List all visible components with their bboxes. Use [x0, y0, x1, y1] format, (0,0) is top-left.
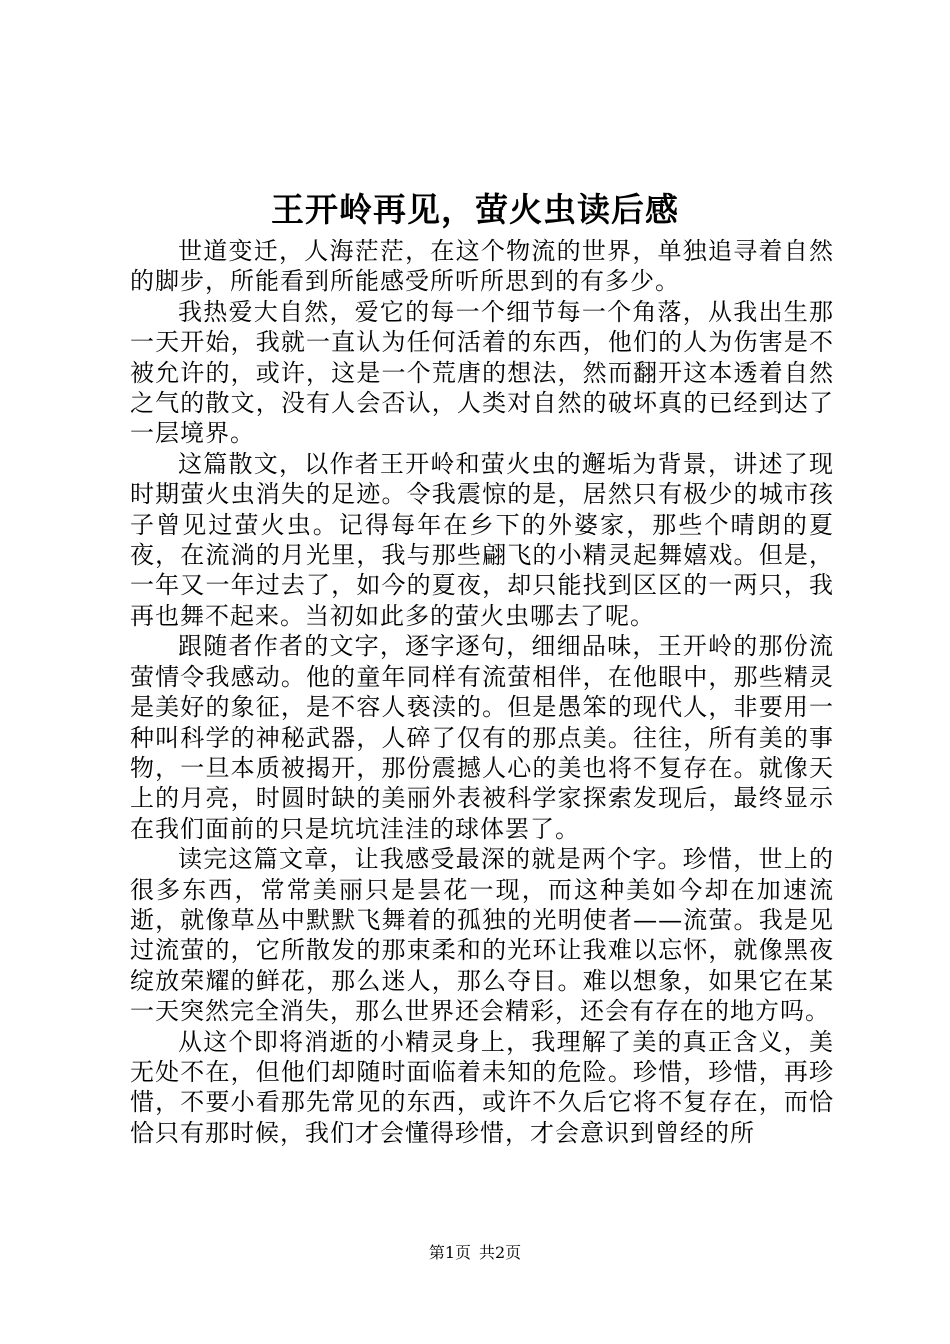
page-footer [0, 1242, 950, 1264]
page-title: 王开岭再见，萤火虫读后感 [271, 190, 679, 229]
paragraph: 我热爱大自然，爱它的每一个细节每一个角落，从我出生那一天开始，我就一直认为任何活着的东西，他们的人为伤害是不被允许的，或许，这是一个荒唐的想法，然而翻开这本透着自然之气的散文，没有人会否认，人类对自然的破坏真的已经到达了一层境界。 [130, 297, 834, 448]
page-total: 共2页 [479, 1243, 522, 1262]
article-body [130, 236, 834, 1148]
paragraph: 这篇散文，以作者王开岭和萤火虫的邂垢为背景，讲述了现时期萤火虫消失的足迹。令我震惊的是，居然只有极少的城市孩子曾见过萤火虫。记得每年在乡下的外婆家，那些个晴朗的夏夜，在流淌的月光里，我与那些翩飞的小精灵起舞嬉戏。但是，一年又一年过去了，如今的夏夜，却只能找到区区的一两只，我再也舞不起来。当初如此多的萤火虫哪去了呢。 [130, 449, 834, 630]
paragraph: 跟随者作者的文字，逐字逐句，细细品味，王开岭的那份流萤情令我感动。他的童年同样有流萤相伴，在他眼中，那些精灵是美好的象征，是不容人亵渎的。但是愚笨的现代人，非要用一种叫科学的神秘武器，人碎了仅有的那点美。往往，所有美的事物，一旦本质被揭开，那份震撼人心的美也将不复存在。就像天上的月亮，时圆时缺的美丽外表被科学家探索发现后，最终显示在我们面前的只是坑坑洼洼的球体罢了。 [130, 632, 834, 843]
paragraph: 从这个即将消逝的小精灵身上，我理解了美的真正含义，美无处不在，但他们却随时面临着未知的危险。珍惜，珍惜，再珍惜，不要小看那先常见的东西，或许不久后它将不复存在，而恰恰只有那时候，我们才会懂得珍惜，才会意识到曾经的所 [130, 1027, 834, 1147]
paragraph: 读完这篇文章，让我感受最深的就是两个字。珍惜，世上的很多东西，常常美丽只是昙花一现，而这种美如今却在加速流逝，就像草丛中默默飞舞着的孤独的光明使者——流萤。我是见过流萤的，它所散发的那束柔和的光环让我难以忘怀，就像黑夜绽放荣耀的鲜花，那么迷人，那么夺目。难以想象，如果它在某一天突然完全消失，那么世界还会精彩，还会有存在的地方吗。 [130, 845, 834, 1026]
paragraph: 世道变迁，人海茫茫，在这个物流的世界，单独追寻着自然的脚步，所能看到所能感受所听所思到的有多少。 [130, 237, 834, 296]
page-number: 第1页 [428, 1243, 471, 1262]
